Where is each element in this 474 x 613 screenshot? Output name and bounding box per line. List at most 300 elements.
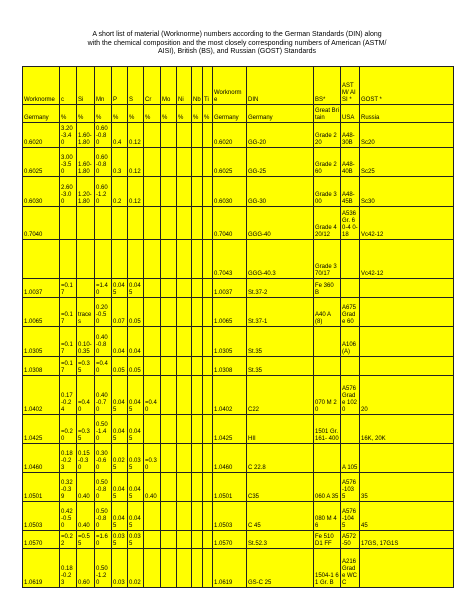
cell-mo: Mo (161, 67, 177, 105)
cell-si: 0.40 (77, 501, 95, 530)
cell-din: C35 (247, 472, 314, 501)
cell-worknorme-din: 0.6030 (213, 177, 247, 206)
cell-mn: =1.6 0 (95, 530, 112, 549)
cell-si: 0.40 (77, 472, 95, 501)
cell-worknorme-din: 1.0425 (213, 414, 247, 443)
cell-nb (192, 278, 203, 298)
cell-s: 0.05 (128, 298, 144, 327)
cell-s: 0.04 5 (128, 376, 144, 414)
cell-s: 0.12 (128, 177, 144, 206)
cell-s: 0.05 (128, 356, 144, 376)
cell-din: GG-20 (247, 122, 314, 148)
cell-mo (161, 443, 177, 472)
cell-din: GGG-40 (247, 206, 314, 240)
cell-nb (192, 206, 203, 240)
cell-p: 0.04 5 (112, 376, 128, 414)
cell-din: St.35 (247, 356, 314, 376)
cell-cr (144, 549, 161, 588)
table-row (23, 278, 454, 298)
cell-gost (360, 443, 454, 472)
cell-gost: 17GS, 17G1S (360, 530, 454, 549)
cell-ni (177, 472, 192, 501)
cell-p (112, 206, 128, 240)
cell-ti (203, 443, 213, 472)
cell-p: P (112, 67, 128, 105)
title-line: with the chemical composition and the most closely corresponding numbers of American (ASTM/ (87, 39, 387, 47)
cell-worknorme-din: 0.7040 (213, 206, 247, 240)
cell-c: =0.1 7 (60, 327, 77, 356)
cell-din: C 45 (247, 501, 314, 530)
cell-bs (314, 327, 341, 356)
cell-ni (177, 549, 192, 588)
cell-p (112, 240, 128, 278)
cell-ti (203, 177, 213, 206)
cell-si: =0.5 5 (77, 530, 95, 549)
table-row (23, 327, 454, 356)
cell-p: 0.4 (112, 122, 128, 148)
cell-nb (192, 443, 203, 472)
cell-din: GS-C 25 (247, 549, 314, 588)
cell-p: 0.3 (112, 148, 128, 177)
cell-bs: Grade 300 (314, 177, 341, 206)
cell-p: 0.07 (112, 298, 128, 327)
cell-nb (192, 549, 203, 588)
cell-worknorme: 0.6030 (23, 177, 60, 206)
cell-cr: 0.40 (144, 472, 161, 501)
cell-ni (177, 122, 192, 148)
cell-nb (192, 240, 203, 278)
cell-nb (192, 356, 203, 376)
cell-ni (177, 356, 192, 376)
cell-mn: 0.40 -0.8 0 (95, 327, 112, 356)
cell-bs (314, 443, 341, 472)
cell-worknorme: 0.6020 (23, 122, 60, 148)
table-row (23, 549, 454, 588)
table-row (23, 376, 454, 414)
cell-bs: Grade 370/17 (314, 240, 341, 278)
cell-astm-aisi (341, 414, 360, 443)
cell-astm-aisi (341, 278, 360, 298)
cell-si: % (77, 105, 95, 122)
cell-cr: =0.3 0 (144, 443, 161, 472)
cell-c (60, 240, 77, 278)
cell-gost: Sc30 (360, 177, 454, 206)
cell-p: 0.03 (112, 549, 128, 588)
cell-cr (144, 240, 161, 278)
title-line: A short list of material (Worknorme) numbers according to the German Standards (DIN) along (92, 31, 382, 38)
cell-si (77, 240, 95, 278)
table-row (23, 530, 454, 549)
cell-bs: Fe 360 B (314, 278, 341, 298)
table-row (23, 206, 454, 240)
cell-ni (177, 177, 192, 206)
cell-ti: % (203, 105, 213, 122)
cell-gost (360, 327, 454, 356)
cell-ni (177, 148, 192, 177)
cell-ni (177, 530, 192, 549)
cell-ti (203, 501, 213, 530)
cell-nb (192, 327, 203, 356)
cell-p: 0.04 5 (112, 472, 128, 501)
cell-mn: 0.20 -0.5 0 (95, 298, 112, 327)
cell-mn: =0.4 0 (95, 356, 112, 376)
cell-worknorme: 1.0065 (23, 298, 60, 327)
cell-si: Si (77, 67, 95, 105)
cell-worknorme: 1.0503 (23, 501, 60, 530)
cell-s: 0.04 5 (128, 414, 144, 443)
cell-nb (192, 414, 203, 443)
cell-astm-aisi: A576 -104 5 (341, 501, 360, 530)
cell-c: =0.2 0 (60, 414, 77, 443)
cell-cr: % (144, 105, 161, 122)
cell-din: St.37-2 (247, 278, 314, 298)
cell-c: 0.42 -0.5 0 (60, 501, 77, 530)
cell-astm-aisi (341, 356, 360, 376)
cell-gost: 35 (360, 472, 454, 501)
cell-astm-aisi: A48- 45B (341, 177, 360, 206)
cell-ti (203, 122, 213, 148)
cell-astm-aisi: A106 (A) (341, 327, 360, 356)
cell-ni (177, 327, 192, 356)
material-table (22, 66, 454, 588)
cell-gost: 20 (360, 376, 454, 414)
table-row (23, 443, 454, 472)
cell-mo (161, 148, 177, 177)
cell-s: 0.04 5 (128, 472, 144, 501)
table-row (23, 177, 454, 206)
cell-bs: BS* (314, 67, 341, 105)
cell-bs: Grade 220 (314, 122, 341, 148)
cell-gost (360, 298, 454, 327)
cell-bs: 070 M 20 (314, 376, 341, 414)
cell-bs: Fe 510 D1 FF (314, 530, 341, 549)
cell-si (77, 206, 95, 240)
cell-worknorme: 1.0460 (23, 443, 60, 472)
cell-worknorme: 0.6025 (23, 148, 60, 177)
cell-nb (192, 530, 203, 549)
table-row (23, 298, 454, 327)
cell-c: =0.1 7 (60, 298, 77, 327)
cell-ti (203, 472, 213, 501)
cell-c: =0.1 7 (60, 356, 77, 376)
cell-gost: GOST * (360, 67, 454, 105)
cell-gost: Sc20 (360, 122, 454, 148)
cell-worknorme: 1.0425 (23, 414, 60, 443)
cell-astm-aisi (341, 240, 360, 278)
cell-p: 0.04 5 (112, 414, 128, 443)
cell-cr (144, 177, 161, 206)
cell-bs: Grade 260 (314, 148, 341, 177)
cell-p: 0.03 5 (112, 530, 128, 549)
cell-s: 0.03 5 (128, 443, 144, 472)
cell-din: GGG-40.3 (247, 240, 314, 278)
cell-worknorme: Germany (23, 105, 60, 122)
table-row (23, 240, 454, 278)
cell-worknorme: 1.0037 (23, 278, 60, 298)
cell-mn: 0.60 -0.8 0 (95, 148, 112, 177)
cell-worknorme-din: 1.0402 (213, 376, 247, 414)
cell-din: St.37-1 (247, 298, 314, 327)
cell-nb: Nb (192, 67, 203, 105)
document-title (20, 31, 454, 57)
cell-c (60, 206, 77, 240)
cell-din: St.35 (247, 327, 314, 356)
cell-ni (177, 376, 192, 414)
cell-gost: Russia (360, 105, 454, 122)
table-row (23, 122, 454, 148)
cell-si: trace s (77, 298, 95, 327)
cell-mo (161, 549, 177, 588)
cell-din: GG-30 (247, 177, 314, 206)
cell-p: 0.04 5 (112, 501, 128, 530)
cell-worknorme: 1.0501 (23, 472, 60, 501)
cell-cr: Cr (144, 67, 161, 105)
cell-cr (144, 356, 161, 376)
cell-mo (161, 298, 177, 327)
cell-bs: 080 M 46 (314, 501, 341, 530)
cell-ni (177, 206, 192, 240)
cell-nb: % (192, 105, 203, 122)
cell-nb (192, 148, 203, 177)
cell-cr (144, 414, 161, 443)
cell-gost: Vc42-12 (360, 240, 454, 278)
cell-ni (177, 278, 192, 298)
cell-cr (144, 206, 161, 240)
cell-c: 0.18 -0.2 3 (60, 443, 77, 472)
cell-nb (192, 501, 203, 530)
cell-mn: 0.50 -1.2 0 (95, 549, 112, 588)
table-row (23, 414, 454, 443)
cell-nb (192, 122, 203, 148)
cell-mo (161, 177, 177, 206)
table-row (23, 501, 454, 530)
cell-si: 0.15 -0.3 0 (77, 443, 95, 472)
cell-nb (192, 472, 203, 501)
cell-worknorme: 1.0619 (23, 549, 60, 588)
cell-ti: Ti (203, 67, 213, 105)
cell-mo (161, 472, 177, 501)
cell-ni (177, 414, 192, 443)
cell-worknorme: 1.0570 (23, 530, 60, 549)
cell-worknorme-din: Worknorm e (213, 67, 247, 105)
cell-ni: % (177, 105, 192, 122)
title-line: AISI), British (BS), and Russian (GOST) Standards (158, 48, 316, 55)
cell-si: 1.60- 1.80 (77, 122, 95, 148)
cell-mn: 0.50 -0.8 0 (95, 472, 112, 501)
cell-c: =0.2 2 (60, 530, 77, 549)
cell-cr (144, 530, 161, 549)
cell-mn: 0.50 -0.8 0 (95, 501, 112, 530)
cell-nb (192, 376, 203, 414)
cell-nb (192, 298, 203, 327)
cell-s: % (128, 105, 144, 122)
cell-ti (203, 327, 213, 356)
cell-s: 0.04 (128, 327, 144, 356)
cell-astm-aisi: A576 Grad e 1020 (341, 376, 360, 414)
cell-worknorme-din: 1.0570 (213, 530, 247, 549)
cell-c: 0.32 -0.3 9 (60, 472, 77, 501)
cell-s: 0.02 (128, 549, 144, 588)
cell-worknorme-din: 1.0305 (213, 327, 247, 356)
cell-cr (144, 122, 161, 148)
cell-worknorme: 1.0402 (23, 376, 60, 414)
cell-din: C 22.8 (247, 443, 314, 472)
cell-worknorme-din: 1.0037 (213, 278, 247, 298)
cell-c: =0.1 7 (60, 278, 77, 298)
cell-p: 0.04 (112, 327, 128, 356)
cell-bs: 060 A 35 (314, 472, 341, 501)
cell-din: HII (247, 414, 314, 443)
cell-ti (203, 206, 213, 240)
cell-c: 3.00 -3.5 0 (60, 148, 77, 177)
cell-ni (177, 501, 192, 530)
cell-worknorme-din: 0.6025 (213, 148, 247, 177)
cell-worknorme-din: 0.6020 (213, 122, 247, 148)
cell-si: =0.4 0 (77, 376, 95, 414)
cell-nb (192, 177, 203, 206)
cell-astm-aisi: A48- 40B (341, 148, 360, 177)
cell-mo (161, 501, 177, 530)
cell-mo (161, 414, 177, 443)
cell-mn: 0.50 -1.4 0 (95, 414, 112, 443)
cell-cr (144, 278, 161, 298)
cell-s (128, 206, 144, 240)
cell-si: 0.10- 0.35 (77, 327, 95, 356)
cell-astm-aisi: A48- 30B (341, 122, 360, 148)
cell-worknorme: 1.0305 (23, 327, 60, 356)
cell-astm-aisi: A675 Grad e 60 (341, 298, 360, 327)
cell-cr (144, 501, 161, 530)
cell-si: 1.60- 1.80 (77, 148, 95, 177)
cell-bs (314, 356, 341, 376)
table-row (23, 356, 454, 376)
cell-ti (203, 278, 213, 298)
cell-si (77, 278, 95, 298)
cell-ni: Ni (177, 67, 192, 105)
cell-din: GG-25 (247, 148, 314, 177)
cell-worknorme: Worknorme (23, 67, 60, 105)
cell-din: Germany (247, 105, 314, 122)
cell-mo (161, 530, 177, 549)
cell-astm-aisi: USA (341, 105, 360, 122)
cell-din: DIN (247, 67, 314, 105)
cell-gost: 45 (360, 501, 454, 530)
cell-mo (161, 278, 177, 298)
table-row (23, 472, 454, 501)
cell-ni (177, 443, 192, 472)
cell-astm-aisi: A576 -103 5 (341, 472, 360, 501)
cell-c: c (60, 67, 77, 105)
cell-s (128, 240, 144, 278)
cell-astm-aisi: ASTM/ AISI * (341, 67, 360, 105)
header-row (23, 67, 454, 105)
cell-worknorme-din: 1.0460 (213, 443, 247, 472)
cell-mo (161, 240, 177, 278)
cell-gost (360, 278, 454, 298)
cell-mn (95, 240, 112, 278)
cell-mn: 0.60 -0.8 0 (95, 122, 112, 148)
cell-gost (360, 549, 454, 588)
cell-bs: 1504-1 61 Gr. B (314, 549, 341, 588)
cell-din: St.52.3 (247, 530, 314, 549)
cell-bs: A40 A (8) (314, 298, 341, 327)
cell-ti (203, 376, 213, 414)
cell-bs: 1501 Gr.161- 400 (314, 414, 341, 443)
cell-si: =0.3 5 (77, 414, 95, 443)
cell-worknorme-din: 1.0501 (213, 472, 247, 501)
cell-bs: Grade 420/12 (314, 206, 341, 240)
cell-worknorme-din: 1.0065 (213, 298, 247, 327)
cell-din: C22 (247, 376, 314, 414)
cell-c: 3.20 -3.4 0 (60, 122, 77, 148)
cell-mo (161, 356, 177, 376)
cell-mn: =1.4 0 (95, 278, 112, 298)
cell-cr (144, 298, 161, 327)
cell-p: 0.02 5 (112, 443, 128, 472)
cell-p: 0.04 5 (112, 278, 128, 298)
cell-ti (203, 148, 213, 177)
cell-astm-aisi: A216 Grad e WCC (341, 549, 360, 588)
cell-worknorme: 1.0308 (23, 356, 60, 376)
cell-mo: % (161, 105, 177, 122)
cell-mn: 0.30 -0.6 0 (95, 443, 112, 472)
cell-cr (144, 327, 161, 356)
table-row (23, 148, 454, 177)
cell-p: % (112, 105, 128, 122)
cell-cr (144, 148, 161, 177)
cell-ti (203, 240, 213, 278)
cell-gost (360, 356, 454, 376)
cell-worknorme-din: 1.0503 (213, 501, 247, 530)
cell-s: 0.03 5 (128, 530, 144, 549)
cell-c: 0.17 -0.2 4 (60, 376, 77, 414)
cell-ni (177, 298, 192, 327)
cell-ti (203, 549, 213, 588)
cell-mn: 0.40 -0.7 0 (95, 376, 112, 414)
cell-gost: Sc25 (360, 148, 454, 177)
cell-worknorme-din: Germany (213, 105, 247, 122)
cell-worknorme-din: 1.0308 (213, 356, 247, 376)
cell-c: 0.18 -0.2 3 (60, 549, 77, 588)
cell-mo (161, 376, 177, 414)
cell-ti (203, 298, 213, 327)
cell-s: 0.12 (128, 122, 144, 148)
cell-p: 0.2 (112, 177, 128, 206)
cell-s: S (128, 67, 144, 105)
cell-bs: Great Britain (314, 105, 341, 122)
cell-c: % (60, 105, 77, 122)
cell-p: 0.05 (112, 356, 128, 376)
cell-ti (203, 414, 213, 443)
cell-s: 0.04 5 (128, 501, 144, 530)
cell-mo (161, 122, 177, 148)
cell-si: 1.20- 1.80 (77, 177, 95, 206)
cell-mn: Mn (95, 67, 112, 105)
cell-astm-aisi: A 105 (341, 443, 360, 472)
cell-mn: % (95, 105, 112, 122)
cell-mo (161, 206, 177, 240)
cell-si: =0.3 5 (77, 356, 95, 376)
cell-ni (177, 240, 192, 278)
cell-worknorme-din: 0.7043 (213, 240, 247, 278)
cell-mo (161, 327, 177, 356)
cell-s: 0.12 (128, 148, 144, 177)
cell-s: 0.04 5 (128, 278, 144, 298)
cell-worknorme-din: 1.0619 (213, 549, 247, 588)
cell-gost: Vc42-12 (360, 206, 454, 240)
cell-worknorme: 0.7040 (23, 206, 60, 240)
cell-mn (95, 206, 112, 240)
